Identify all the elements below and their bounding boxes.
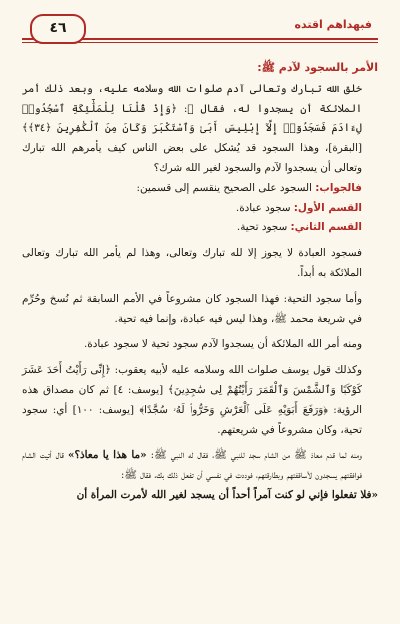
book-page (0, 10, 400, 624)
page-number: ٤٦ (30, 14, 86, 44)
paragraph-yusuf: وكذلك قول يوسف صلوات الله وسلامه عليه لأبيه يعقوب: ﴿إِنِّى رَأَيْتُ أَحَدَ عَشَرَ كَوْكَبًا وَٱلشَّمْسَ وَٱلْقَمَرَ رَأَيْتُهُمْ لِى سَٰجِدِينَ﴾ [يوسف: ٤] ثم كان مصداق هذه الرؤية: ﴿وَرَفَعَ أَبَوَيْهِ عَلَى ٱلْعَرْشِ وَخَرُّوا۟ لَهُۥ سُجَّدًا﴾ [يوسف: ١٠٠] أي: سجود تحية، وكان مشروعاً في شريعتهم. (22, 364, 362, 436)
muadh-text-c: قال أتيت الشام فوافقتهم يسجدون لأساقفتهم وبطارقتهم، فوددت في نفسي أن تفعل ذلك بك، فقال ﷺ: (22, 449, 362, 482)
page-body (22, 58, 378, 506)
section-title: الأمر بالسجود لآدم ﷺ: (257, 61, 378, 74)
answer-line (22, 179, 378, 199)
part-two-line (22, 218, 378, 238)
page-header (22, 10, 378, 56)
part-two-label: القسم الثاني: (290, 221, 362, 234)
answer-text: السجود على الصحيح ينقسم إلى قسمين: (136, 181, 316, 194)
part-one-line (22, 199, 378, 219)
part-two-text: سجود تحية. (236, 221, 291, 234)
paragraph-muadh (22, 446, 378, 486)
paragraph-greeting-prostration: وأما سجود التحية: فهذا السجود كان مشروعاً في الأمم السابقة ثم نُسخ وحُرِّم في شريعة محمد ﷺ، وهذا ليس فيه عبادة، وإنما فيه تحية. (22, 292, 362, 325)
muadh-text-a: ومنه لما قدم معاذ ﷺ من الشام سجد للنبي ﷺ، فقال له النبي ﷺ: (146, 449, 362, 462)
book-title: فبهداهم اقتده (294, 18, 372, 31)
paragraph-intro: خلق الله تبارك وتعالى آدم صلوات الله وسلامه عليه، وبعد ذلك أمر الملائكة أن يسجدوا له، فقال ﷺ: ﴿وَإِذْ قُلْنَا لِلْمَلَٰٓئِكَةِ ٱسْجُدُوا۟ لِءَادَمَ فَسَجَدُوٓا۟ إِلَّآ إِبْلِيسَ أَبَىٰ وَٱسْتَكْبَرَ وَكَانَ مِنَ ٱلْكَٰفِرِينَ ﴿٣٤﴾﴾ [البقرة]، وهذا السجود قد يُشكل على بعض الناس كيف يأمرهم الله تبارك وتعالى أن يسجدوا لآدم والسجود لغير الله شرك؟ (22, 82, 362, 174)
part-one-text: سجود عبادة. (235, 201, 294, 214)
paragraph-hadith: «فلا تفعلوا فإني لو كنت آمراً أحداً أن يسجد لغير الله لأمرت المرأة أن (76, 488, 378, 501)
part-one-label: القسم الأول: (293, 201, 362, 214)
paragraph-worship-prostration: فسجود العبادة لا يجوز إلا لله تبارك وتعالى، وهذا لم يأمر الله تبارك وتعالى الملائكة به أبداً. (22, 247, 362, 279)
answer-label: فالجواب: (315, 181, 362, 194)
paragraph-angels: ومنه أمر الله الملائكة أن يسجدوا لآدم سجود تحية لا سجود عبادة. (84, 338, 362, 351)
hadith-quote: «ما هذا يا معاذ؟» (68, 449, 147, 462)
